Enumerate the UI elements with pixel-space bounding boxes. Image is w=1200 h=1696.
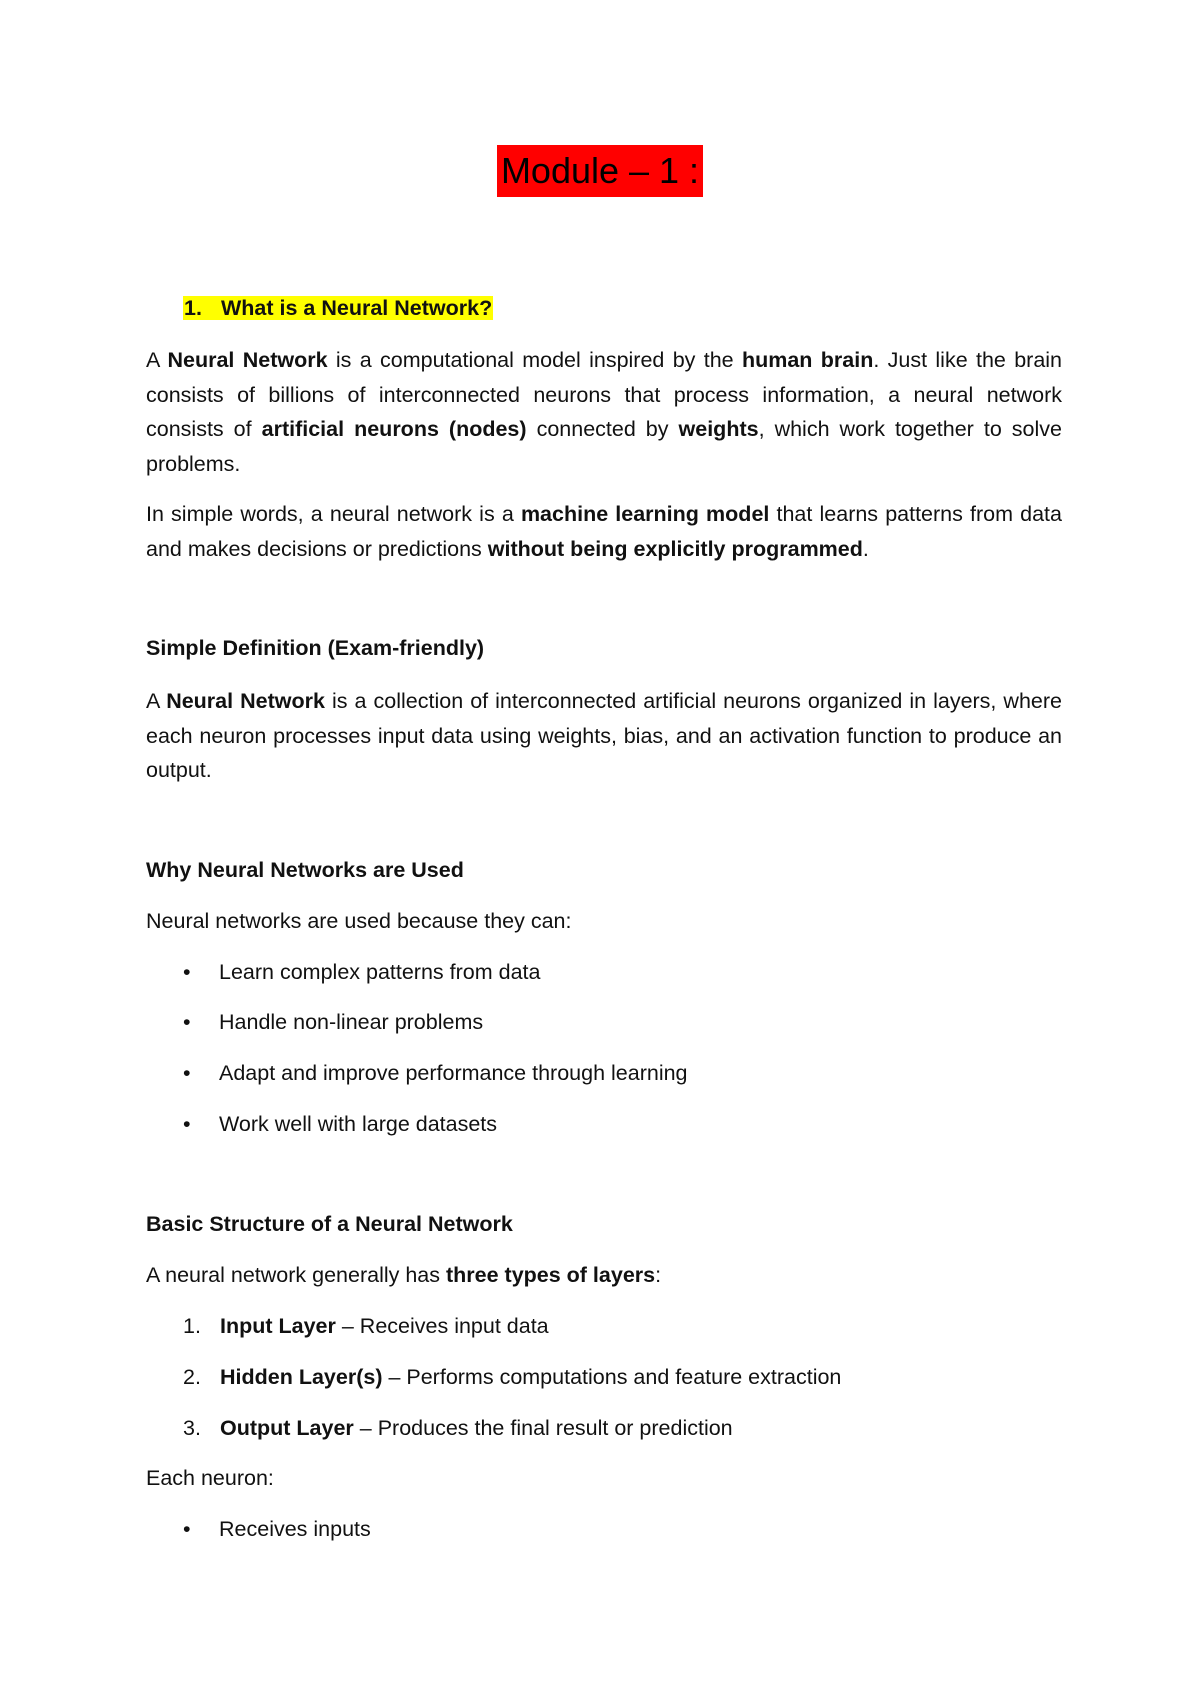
item-number: 1. bbox=[183, 1314, 201, 1338]
bold-text: machine learning model bbox=[520, 502, 770, 526]
section-number: 1. bbox=[184, 296, 202, 320]
bold-text: without being explicitly programmed bbox=[487, 536, 863, 561]
bold-text: human brain bbox=[741, 348, 874, 372]
bold-text: Neural Network bbox=[167, 348, 328, 372]
bold-text: artificial neurons (nodes) bbox=[261, 417, 527, 441]
item-desc: – Performs computations and feature extraction bbox=[382, 1365, 842, 1389]
section-heading-what-is-nn bbox=[183, 293, 493, 323]
list-item-text: Adapt and improve performance through learning bbox=[219, 1061, 688, 1085]
item-number: 2. bbox=[183, 1365, 201, 1389]
item-label: Output Layer bbox=[220, 1416, 354, 1440]
text: . bbox=[862, 536, 869, 561]
heading-simple-definition: Simple Definition (Exam-friendly) bbox=[146, 636, 485, 660]
heading-basic-structure: Basic Structure of a Neural Network bbox=[146, 1212, 513, 1236]
bold-text: three types of layers bbox=[445, 1263, 656, 1287]
item-label: Input Layer bbox=[220, 1314, 336, 1338]
why-intro: Neural networks are used because they can: bbox=[146, 909, 572, 933]
text: , which work together to solve problems. bbox=[146, 417, 1062, 476]
heading-why-used: Why Neural Networks are Used bbox=[146, 858, 464, 882]
text: connected by bbox=[526, 417, 679, 441]
text: A bbox=[146, 348, 168, 372]
numbered-item bbox=[183, 1362, 841, 1392]
text: A neural network generally has bbox=[146, 1263, 446, 1287]
text: is a collection of interconnected artificial neurons organized in layers, where each neuron processes input data using weights, bias, and an activation function to produce an output. bbox=[146, 689, 1062, 782]
numbered-item bbox=[183, 1413, 733, 1443]
title-container bbox=[0, 145, 1200, 197]
bullet-icon: • bbox=[183, 1517, 191, 1541]
paragraph-definition bbox=[146, 684, 1062, 788]
bullet-icon: • bbox=[183, 1112, 191, 1136]
module-title: Module – 1 : bbox=[497, 145, 703, 197]
structure-intro bbox=[146, 1260, 661, 1290]
item-number: 3. bbox=[183, 1416, 201, 1440]
text: is a computational model inspired by the bbox=[327, 348, 742, 372]
bullet-icon: • bbox=[183, 960, 191, 984]
text: : bbox=[655, 1263, 662, 1287]
list-item-text: Learn complex patterns from data bbox=[219, 960, 541, 984]
section-heading-text: What is a Neural Network? bbox=[221, 296, 493, 320]
bold-text: weights bbox=[678, 417, 759, 441]
numbered-item bbox=[183, 1311, 549, 1341]
text: . Just like the brain consists of billions of interconnected neurons that process information, a neural network consists of bbox=[146, 348, 1063, 441]
bold-text: Neural Network bbox=[166, 689, 325, 713]
text: that learns patterns from data and makes decisions or predictions bbox=[146, 502, 1062, 561]
item-desc: – Receives input data bbox=[335, 1314, 549, 1338]
item-label: Hidden Layer(s) bbox=[220, 1365, 383, 1389]
list-item-text: Handle non-linear problems bbox=[219, 1010, 484, 1034]
paragraph-intro bbox=[146, 343, 1062, 481]
item-desc: – Produces the final result or prediction bbox=[353, 1416, 733, 1440]
list-item-text: Work well with large datasets bbox=[219, 1112, 498, 1136]
bullet-icon: • bbox=[183, 1010, 191, 1034]
list-item-text: Receives inputs bbox=[219, 1517, 371, 1541]
text: A bbox=[146, 689, 167, 713]
each-neuron-label: Each neuron: bbox=[146, 1466, 274, 1490]
bullet-icon: • bbox=[183, 1061, 191, 1085]
paragraph-simple-words bbox=[146, 497, 1062, 566]
text: In simple words, a neural network is a bbox=[146, 502, 521, 526]
